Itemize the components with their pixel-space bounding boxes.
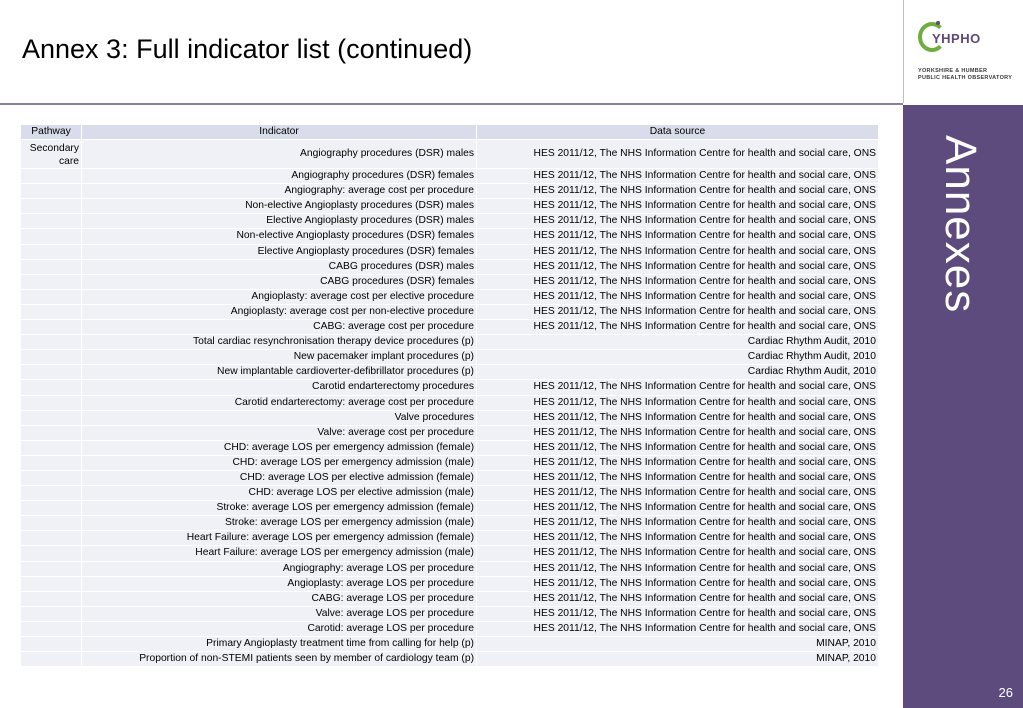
pathway-cell (21, 184, 81, 198)
table-row (21, 184, 878, 198)
indicator-cell: Carotid endarterectomy: average cost per procedure (82, 396, 476, 410)
table-row (21, 214, 878, 228)
data-source-cell: HES 2011/12, The NHS Information Centre for health and social care, ONS (477, 607, 878, 621)
data-source-cell: HES 2011/12, The NHS Information Centre for health and social care, ONS (477, 214, 878, 228)
data-source-cell: HES 2011/12, The NHS Information Centre for health and social care, ONS (477, 622, 878, 636)
indicator-cell: New implantable cardioverter-defibrillator procedures (p) (82, 365, 476, 379)
indicator-cell: CABG: average cost per procedure (82, 320, 476, 334)
indicator-cell: Non-elective Angioplasty procedures (DSR) males (82, 199, 476, 213)
table-row (21, 169, 878, 183)
table-row (21, 592, 878, 606)
table-header-row (21, 125, 878, 139)
table-row (21, 562, 878, 576)
pathway-cell (21, 305, 81, 319)
indicator-cell: Angioplasty: average cost per elective procedure (82, 290, 476, 304)
data-source-cell: HES 2011/12, The NHS Information Centre for health and social care, ONS (477, 290, 878, 304)
indicator-cell: Elective Angioplasty procedures (DSR) males (82, 214, 476, 228)
pathway-cell (21, 229, 81, 243)
data-source-cell: Cardiac Rhythm Audit, 2010 (477, 365, 878, 379)
pathway-cell (21, 531, 81, 545)
data-source-cell: HES 2011/12, The NHS Information Centre for health and social care, ONS (477, 140, 878, 168)
data-source-cell: HES 2011/12, The NHS Information Centre for health and social care, ONS (477, 260, 878, 274)
data-source-cell: HES 2011/12, The NHS Information Centre for health and social care, ONS (477, 531, 878, 545)
logo-name: YHPHO (932, 31, 981, 46)
indicator-cell: Heart Failure: average LOS per emergency admission (male) (82, 546, 476, 560)
logo-dot-icon (936, 21, 940, 25)
table-row (21, 486, 878, 500)
data-source-cell: HES 2011/12, The NHS Information Centre for health and social care, ONS (477, 426, 878, 440)
section-label: Annexes (936, 135, 985, 314)
table-row (21, 471, 878, 485)
indicator-cell: Angiography procedures (DSR) females (82, 169, 476, 183)
indicator-cell: CHD: average LOS per elective admission (male) (82, 486, 476, 500)
pathway-label-line2: care (58, 156, 79, 168)
pathway-cell (21, 562, 81, 576)
data-source-cell: HES 2011/12, The NHS Information Centre for health and social care, ONS (477, 516, 878, 530)
data-source-cell: HES 2011/12, The NHS Information Centre for health and social care, ONS (477, 546, 878, 560)
data-source-cell: HES 2011/12, The NHS Information Centre for health and social care, ONS (477, 199, 878, 213)
pathway-cell (21, 260, 81, 274)
pathway-cell (21, 592, 81, 606)
data-source-cell: HES 2011/12, The NHS Information Centre for health and social care, ONS (477, 184, 878, 198)
header-pathway: Pathway (21, 125, 81, 139)
table-row (21, 229, 878, 243)
pathway-cell (21, 501, 81, 515)
page-number: 26 (998, 685, 1013, 700)
indicator-cell: Stroke: average LOS per emergency admission (male) (82, 516, 476, 530)
table-row (21, 320, 878, 334)
pathway-cell (21, 335, 81, 349)
pathway-cell (21, 214, 81, 228)
table-row (21, 652, 878, 666)
pathway-cell (21, 169, 81, 183)
indicator-table (20, 124, 879, 667)
indicator-cell: New pacemaker implant procedures (p) (82, 350, 476, 364)
logo (903, 0, 1023, 103)
table-row (21, 426, 878, 440)
indicator-cell: CHD: average LOS per elective admission (female) (82, 471, 476, 485)
data-source-cell: HES 2011/12, The NHS Information Centre for health and social care, ONS (477, 562, 878, 576)
data-source-cell: HES 2011/12, The NHS Information Centre for health and social care, ONS (477, 245, 878, 259)
pathway-cell (21, 245, 81, 259)
indicator-cell: Non-elective Angioplasty procedures (DSR) females (82, 229, 476, 243)
pathway-cell (21, 411, 81, 425)
table-row (21, 290, 878, 304)
table-row (21, 501, 878, 515)
pathway-cell (21, 350, 81, 364)
data-source-cell: HES 2011/12, The NHS Information Centre for health and social care, ONS (477, 592, 878, 606)
data-source-cell: HES 2011/12, The NHS Information Centre for health and social care, ONS (477, 229, 878, 243)
table-row (21, 441, 878, 455)
table-row (21, 365, 878, 379)
header-divider (0, 103, 903, 105)
pathway-cell (21, 365, 81, 379)
indicator-cell: CHD: average LOS per emergency admission (female) (82, 441, 476, 455)
data-source-cell: HES 2011/12, The NHS Information Centre for health and social care, ONS (477, 380, 878, 394)
indicator-cell: Valve: average LOS per procedure (82, 607, 476, 621)
logo-subtitle-line1: YORKSHIRE & HUMBER (918, 68, 988, 74)
data-source-cell: HES 2011/12, The NHS Information Centre for health and social care, ONS (477, 486, 878, 500)
pathway-cell (21, 456, 81, 470)
table-row (21, 245, 878, 259)
indicator-cell: Valve procedures (82, 411, 476, 425)
data-source-cell: HES 2011/12, The NHS Information Centre for health and social care, ONS (477, 411, 878, 425)
pathway-cell (21, 140, 81, 168)
pathway-cell (21, 441, 81, 455)
indicator-cell: Elective Angioplasty procedures (DSR) females (82, 245, 476, 259)
pathway-cell (21, 577, 81, 591)
table-row (21, 531, 878, 545)
pathway-cell (21, 426, 81, 440)
table-row (21, 350, 878, 364)
table-row (21, 305, 878, 319)
table-row (21, 275, 878, 289)
data-source-cell: HES 2011/12, The NHS Information Centre for health and social care, ONS (477, 275, 878, 289)
indicator-cell: Angioplasty: average LOS per procedure (82, 577, 476, 591)
indicator-cell: Carotid endarterectomy procedures (82, 380, 476, 394)
pathway-cell (21, 637, 81, 651)
logo-subtitle (918, 68, 1012, 82)
table-row (21, 607, 878, 621)
pathway-cell (21, 290, 81, 304)
table-row (21, 140, 878, 168)
data-source-cell: Cardiac Rhythm Audit, 2010 (477, 335, 878, 349)
data-source-cell: HES 2011/12, The NHS Information Centre for health and social care, ONS (477, 577, 878, 591)
table-row (21, 199, 878, 213)
indicator-cell: Heart Failure: average LOS per emergency admission (female) (82, 531, 476, 545)
header-data-source: Data source (477, 125, 878, 139)
data-source-cell: Cardiac Rhythm Audit, 2010 (477, 350, 878, 364)
table-row (21, 335, 878, 349)
pathway-cell (21, 320, 81, 334)
table-row (21, 260, 878, 274)
indicator-cell: Carotid: average LOS per procedure (82, 622, 476, 636)
pathway-cell (21, 275, 81, 289)
data-source-cell: HES 2011/12, The NHS Information Centre for health and social care, ONS (477, 320, 878, 334)
data-source-cell: HES 2011/12, The NHS Information Centre for health and social care, ONS (477, 396, 878, 410)
data-source-cell: HES 2011/12, The NHS Information Centre for health and social care, ONS (477, 169, 878, 183)
pathway-cell (21, 516, 81, 530)
header-indicator: Indicator (82, 125, 476, 139)
indicator-cell: Stroke: average LOS per emergency admission (female) (82, 501, 476, 515)
pathway-cell (21, 380, 81, 394)
data-source-cell: HES 2011/12, The NHS Information Centre for health and social care, ONS (477, 305, 878, 319)
indicator-cell: Angiography: average cost per procedure (82, 184, 476, 198)
table-row (21, 622, 878, 636)
table-row (21, 396, 878, 410)
data-source-cell: MINAP, 2010 (477, 652, 878, 666)
indicator-cell: CABG procedures (DSR) males (82, 260, 476, 274)
indicator-cell: CHD: average LOS per emergency admission (male) (82, 456, 476, 470)
table-body (21, 140, 878, 666)
indicator-cell: Total cardiac resynchronisation therapy device procedures (p) (82, 335, 476, 349)
data-source-cell: HES 2011/12, The NHS Information Centre for health and social care, ONS (477, 456, 878, 470)
data-source-cell: MINAP, 2010 (477, 637, 878, 651)
logo-subtitle-line2: PUBLIC HEALTH OBSERVATORY (918, 75, 1013, 81)
indicator-cell: CABG: average LOS per procedure (82, 592, 476, 606)
data-source-cell: HES 2011/12, The NHS Information Centre for health and social care, ONS (477, 441, 878, 455)
pathway-cell (21, 486, 81, 500)
pathway-cell (21, 607, 81, 621)
pathway-label-line1: Secondary (29, 143, 79, 155)
indicator-cell: Angiography procedures (DSR) males (82, 140, 476, 168)
pathway-cell (21, 622, 81, 636)
data-source-cell: HES 2011/12, The NHS Information Centre for health and social care, ONS (477, 471, 878, 485)
indicator-cell: CABG procedures (DSR) females (82, 275, 476, 289)
table-row (21, 516, 878, 530)
page-title: Annex 3: Full indicator list (continued) (22, 34, 473, 64)
pathway-cell (21, 396, 81, 410)
table-row (21, 577, 878, 591)
pathway-cell (21, 652, 81, 666)
pathway-cell (21, 199, 81, 213)
indicator-cell: Angioplasty: average cost per non-elective procedure (82, 305, 476, 319)
indicator-cell: Proportion of non-STEMI patients seen by member of cardiology team (p) (82, 652, 476, 666)
pathway-cell (21, 471, 81, 485)
data-source-cell: HES 2011/12, The NHS Information Centre for health and social care, ONS (477, 501, 878, 515)
pathway-cell (21, 546, 81, 560)
indicator-cell: Primary Angioplasty treatment time from calling for help (p) (82, 637, 476, 651)
table-row (21, 546, 878, 560)
table-row (21, 380, 878, 394)
table-row (21, 456, 878, 470)
table-row (21, 411, 878, 425)
indicator-cell: Valve: average cost per procedure (82, 426, 476, 440)
table-row (21, 637, 878, 651)
indicator-cell: Angiography: average LOS per procedure (82, 562, 476, 576)
